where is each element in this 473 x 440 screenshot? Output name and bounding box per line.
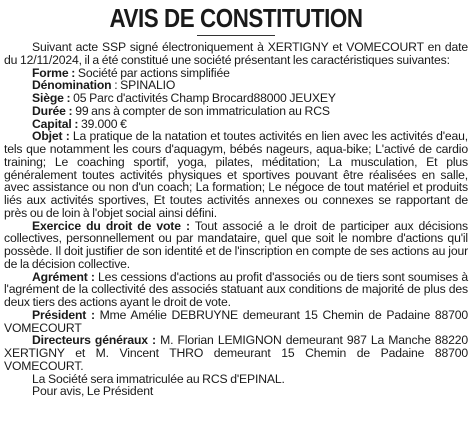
president-value: Mme Amélie DEBRUYNE demeurant 15 Chemin de Padaine 88700 VOMECOURT: [4, 307, 468, 335]
directeurs-label: Directeurs généraux :: [32, 333, 156, 348]
president-paragraph: [4, 309, 468, 335]
duree-value: 99 ans à compter de son immatriculation au RCS: [72, 103, 330, 118]
agrement-label: Agrément :: [32, 269, 95, 284]
vote-label: Exercice du droit de vote :: [32, 218, 190, 233]
capital-label: Capital :: [32, 116, 79, 131]
objet-label: Objet :: [32, 129, 70, 144]
vote-value: Tout associé a le droit de participer aux décisions collectives, personnellement ou par mandataire, quel que soit le nombre d'actions qu'il possède. Il doit justifier de son identité et de l'inscription en compte de ses actions au jour de la décision collective.: [4, 218, 468, 271]
forme-value: Société par actions simplifiée: [75, 65, 230, 80]
siege-value: 05 Parc d'activités Champ Brocard88000 JEUXEY: [70, 91, 336, 105]
notice-title: AVIS DE CONSTITUTION: [109, 3, 363, 33]
directeurs-paragraph: [4, 334, 468, 372]
objet-paragraph: [4, 130, 468, 219]
denomination-value: : SPINALIO: [111, 78, 176, 93]
agrement-paragraph: [4, 271, 468, 309]
duree-label: Durée :: [32, 103, 73, 118]
rcs-line: La Société sera immatriculée au RCS d'EPINAL.: [32, 371, 285, 386]
denomination-label: Dénomination: [32, 78, 112, 93]
president-label: Président :: [32, 307, 95, 322]
forme-label: Forme :: [32, 65, 76, 80]
capital-value: 39.000 €: [78, 116, 127, 131]
title-divider: [197, 35, 275, 36]
siege-label: Siège :: [32, 91, 71, 105]
vote-paragraph: [4, 220, 468, 271]
agrement-value: Les cessions d'actions au profit d'associés ou de tiers sont soumises à l'agrément de la collectivité des associés statuant aux conditions de majorité de plus des deux tiers des actions ayant le droit de vote.: [4, 269, 468, 309]
objet-value: La pratique de la natation et toutes activités en lien avec les activités d'eau, tels que notamment les cours d'aquagym, bébés nageurs, aqua-bike; L'activé de cardio training; Le coaching sportif, yoga, pilates, méditation; La musculation, Et plus généralement toutes activités physiques et sportives pouvant être réalisées en salle, avec assistance ou non d'un coach; La formation; Le négoce de tout matériel et produits liés aux activités sportives, Et toutes activités annexes ou connexes se rapportant de près ou de loin à l'objet social ainsi défini.: [4, 129, 469, 220]
notice-body: [4, 41, 468, 398]
signature-line: Pour avis, Le Président: [32, 384, 154, 399]
intro-paragraph: Suivant acte SSP signé électroniquement à XERTIGNY et VOMECOURT en date du 12/11/2024, il a été constitué une société présentant les caractéristiques suivantes:: [4, 40, 468, 67]
directeurs-value: M. Florian LEMIGNON demeurant 987 La Manche 88220 XERTIGNY et M. Vincent THRO demeurant 15 Chemin de Padaine 88700 VOMECOURT.: [4, 333, 468, 373]
